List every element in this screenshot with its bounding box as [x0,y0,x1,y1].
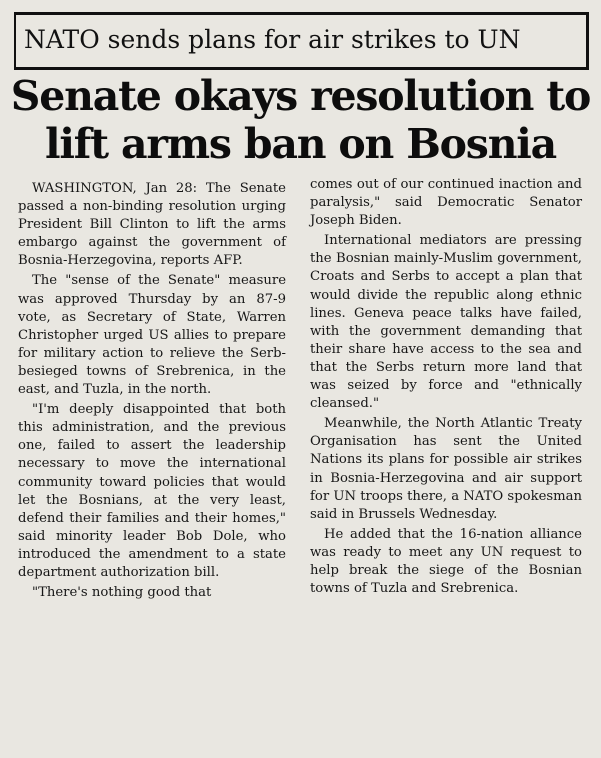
article-paragraph: "I'm deeply disappointed that both this administration, and the previous one, failed to assert the leadership necessary to move the international community toward policies that would let the Bosnians, at the very least, defend their families and their homes," said minority leader Bob Dole, who introduced the amendment to a state department authorization bill. [18,402,286,580]
headline-line-1: Senate okays resolution to [10,72,591,120]
main-headline [0,72,601,168]
headline-line-2: lift arms ban on Bosnia [44,120,557,168]
article-right-column [310,176,582,598]
article-paragraph: comes out of our continued inaction and paralysis," said Democratic Senator Joseph Biden. [310,177,582,229]
kicker-box [14,12,589,70]
article-left-column [18,180,286,602]
article-paragraph: WASHINGTON, Jan 28: The Senate passed a non-binding resolution urging President Bill Clinton to lift the arms embargo against the government of Bosnia-Herzegovina, reports AFP. [18,181,286,269]
article-paragraph: Meanwhile, the North Atlantic Treaty Organisation has sent the United Nations its plans for possible air strikes in Bosnia-Herzegovina and air support for UN troops there, a NATO spokesman said in Brussels Wednesday. [310,416,582,522]
kicker-headline: NATO sends plans for air strikes to UN [24,25,521,54]
article-paragraph: "There's nothing good that [32,585,212,601]
article-paragraph: International mediators are pressing the Bosnian mainly-Muslim government, Croats and Serbs to accept a plan that would divide the republic along ethnic lines. Geneva peace talks have failed, with the government demanding that their share have access to the sea and that the Serbs return more land that was seized by force and "ethnically cleansed." [310,233,582,412]
article-paragraph: The "sense of the Senate" measure was approved Thursday by an 87-9 vote, as Secretary of State, Warren Christopher urged US allies to prepare for military action to relieve the Serb-besieged towns of Srebrenica, in the east, and Tuzla, in the north. [18,273,286,398]
article-paragraph: He added that the 16-nation alliance was ready to meet any UN request to help break the siege of the Bosnian towns of Tuzla and Srebrenica. [310,526,582,597]
